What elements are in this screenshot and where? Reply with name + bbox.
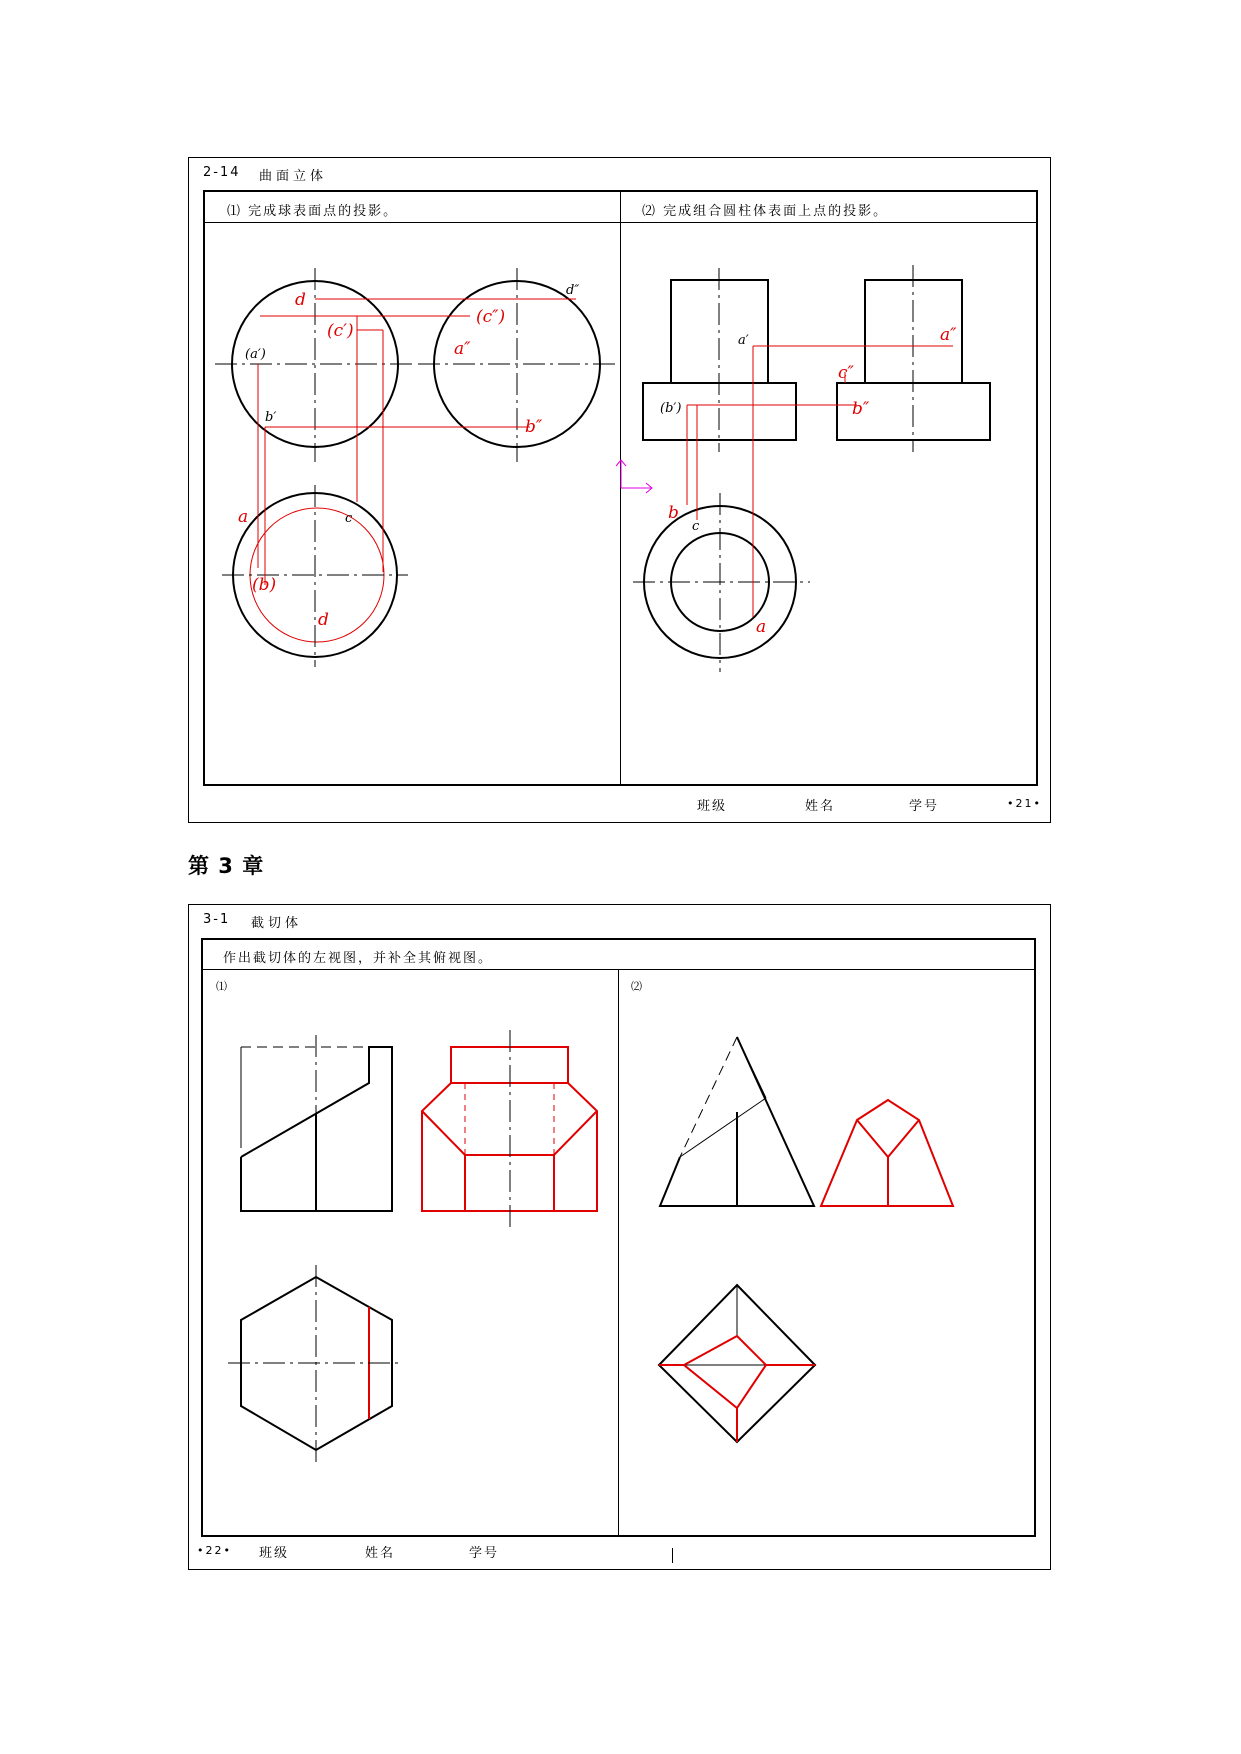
pyramid-side-view-answer bbox=[821, 1100, 953, 1206]
sub-problem-2: ⑵ bbox=[631, 980, 644, 993]
label-c-dd-cyl: c″ bbox=[838, 363, 854, 383]
label-b-front: b′ bbox=[265, 410, 277, 425]
label-c-side: (c″) bbox=[476, 307, 506, 327]
sub-problem-1: ⑴ bbox=[216, 980, 229, 993]
left-task-text: ⑴ 完成球表面点的投影。 bbox=[227, 204, 399, 219]
pyramid-top-view-diamond bbox=[659, 1285, 815, 1442]
footer-number-label: 学号 bbox=[469, 1546, 500, 1561]
label-a-dd-cyl: a″ bbox=[940, 325, 957, 345]
label-a-side: a″ bbox=[454, 339, 471, 359]
chapter-heading: 第 3 章 bbox=[188, 854, 265, 878]
task-text: 作出截切体的左视图，并补全其俯视图。 bbox=[223, 951, 494, 966]
label-b-top: (b) bbox=[252, 575, 277, 595]
footer-class-label: 班级 bbox=[259, 1546, 290, 1561]
label-c-top: c bbox=[345, 511, 353, 526]
right-task-text: ⑵ 完成组合圆柱体表面上点的投影。 bbox=[642, 204, 889, 219]
prism-side-view-answer bbox=[422, 1030, 597, 1230]
label-a-prime-cyl: a′ bbox=[738, 333, 749, 348]
label-d-top: d bbox=[318, 610, 329, 630]
label-a-top-cyl: a bbox=[756, 617, 767, 637]
prism-top-view-hexagon bbox=[228, 1265, 403, 1463]
section-number: 3-1 bbox=[203, 912, 231, 927]
label-b-dd-cyl: b″ bbox=[852, 399, 870, 419]
section-number: 2-14 bbox=[203, 165, 241, 180]
footer-number-label: 学号 bbox=[909, 799, 940, 814]
section-title: 截切体 bbox=[251, 916, 303, 931]
label-c-front: (c′) bbox=[327, 321, 354, 341]
label-a-front: (a′) bbox=[245, 347, 266, 362]
label-b-top-cyl: b bbox=[668, 503, 679, 523]
section-title: 曲面立体 bbox=[259, 169, 328, 184]
label-d-side: d″ bbox=[566, 283, 580, 298]
label-d-front: d bbox=[295, 290, 306, 310]
label-c-top-cyl: c bbox=[692, 519, 700, 534]
label-b-paren-cyl: (b′) bbox=[660, 401, 682, 416]
label-a-top: a bbox=[238, 507, 249, 527]
footer-name-label: 姓名 bbox=[805, 799, 836, 814]
label-b-side: b″ bbox=[525, 417, 543, 437]
footer-page-number: •22• bbox=[197, 1544, 232, 1557]
prism-front-view bbox=[241, 1035, 392, 1211]
footer-class-label: 班级 bbox=[697, 799, 728, 814]
pyramid-front-view bbox=[660, 1037, 814, 1206]
footer-name-label: 姓名 bbox=[365, 1546, 396, 1561]
footer-page-number: •21• bbox=[1007, 797, 1042, 810]
